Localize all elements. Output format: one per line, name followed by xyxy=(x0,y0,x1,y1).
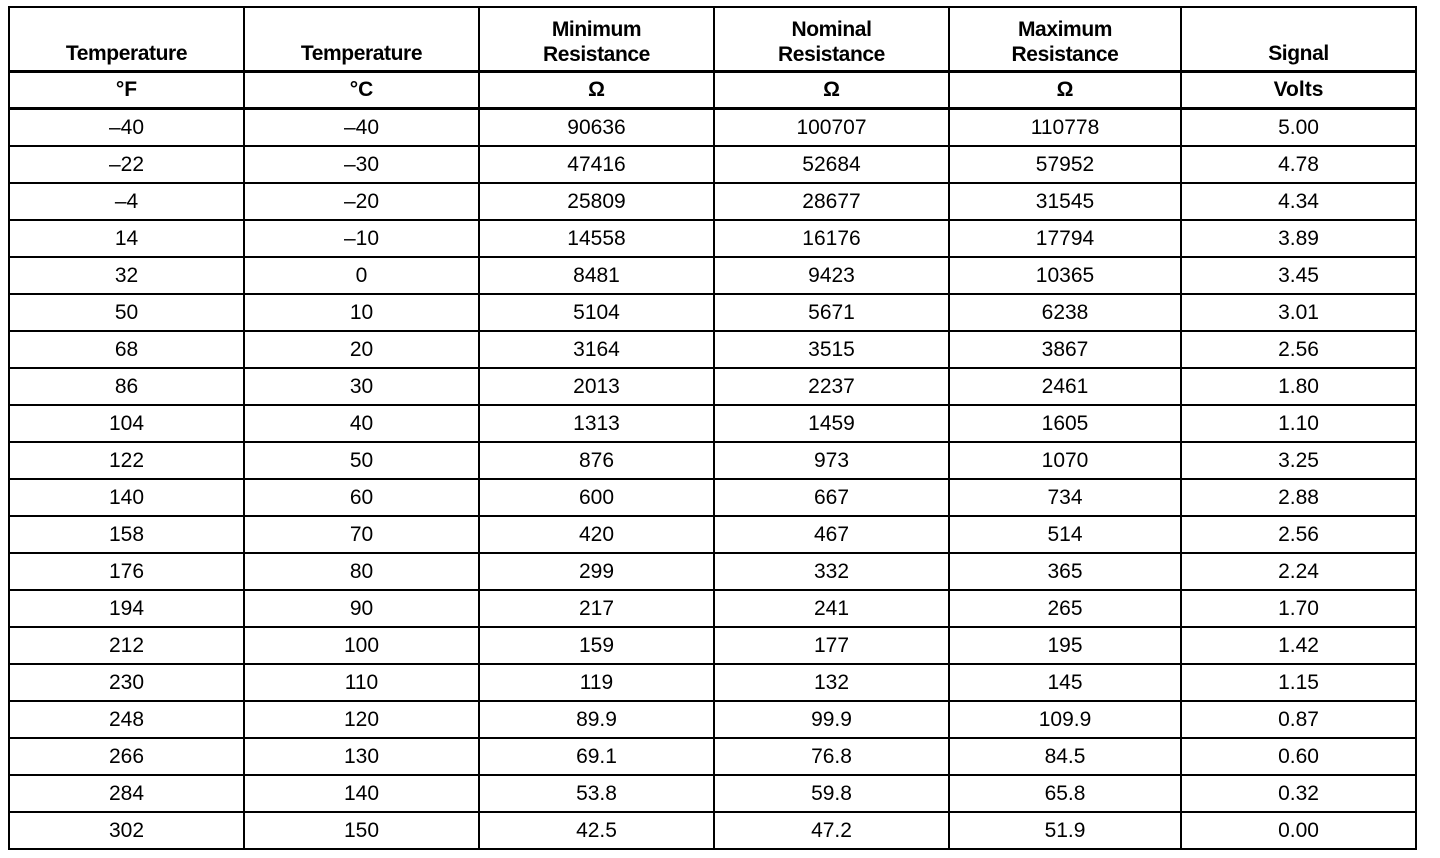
sensor-resistance-table-container xyxy=(8,6,1415,850)
cell-max-resistance: 65.8 xyxy=(949,775,1181,812)
cell-max-resistance: 1070 xyxy=(949,442,1181,479)
col-header-minimum-resistance xyxy=(479,7,714,72)
cell-temperature-f: 248 xyxy=(9,701,244,738)
unit-volts: Volts xyxy=(1181,72,1416,109)
cell-temperature-f: 140 xyxy=(9,479,244,516)
cell-nominal-resistance: 3515 xyxy=(714,331,949,368)
table-row xyxy=(9,701,1416,738)
col-header-temperature-f xyxy=(9,7,244,72)
cell-temperature-f: 86 xyxy=(9,368,244,405)
table-row xyxy=(9,109,1416,147)
cell-nominal-resistance: 28677 xyxy=(714,183,949,220)
col-header-label-line1: Nominal xyxy=(791,18,872,41)
table-row xyxy=(9,146,1416,183)
table-row xyxy=(9,590,1416,627)
cell-temperature-c: –10 xyxy=(244,220,479,257)
cell-temperature-f: –4 xyxy=(9,183,244,220)
cell-max-resistance: 57952 xyxy=(949,146,1181,183)
cell-min-resistance: 600 xyxy=(479,479,714,516)
cell-max-resistance: 17794 xyxy=(949,220,1181,257)
table-row xyxy=(9,442,1416,479)
cell-signal-volts: 2.24 xyxy=(1181,553,1416,590)
unit-ohm-max: Ω xyxy=(949,72,1181,109)
table-row xyxy=(9,627,1416,664)
unit-ohm-min: Ω xyxy=(479,72,714,109)
cell-nominal-resistance: 99.9 xyxy=(714,701,949,738)
cell-nominal-resistance: 332 xyxy=(714,553,949,590)
cell-temperature-f: 194 xyxy=(9,590,244,627)
cell-nominal-resistance: 100707 xyxy=(714,109,949,147)
cell-temperature-f: 158 xyxy=(9,516,244,553)
cell-nominal-resistance: 76.8 xyxy=(714,738,949,775)
cell-signal-volts: 1.10 xyxy=(1181,405,1416,442)
cell-temperature-c: 70 xyxy=(244,516,479,553)
cell-max-resistance: 109.9 xyxy=(949,701,1181,738)
sensor-resistance-table xyxy=(8,6,1417,850)
cell-min-resistance: 8481 xyxy=(479,257,714,294)
cell-max-resistance: 514 xyxy=(949,516,1181,553)
table-row xyxy=(9,294,1416,331)
cell-signal-volts: 4.34 xyxy=(1181,183,1416,220)
cell-min-resistance: 2013 xyxy=(479,368,714,405)
cell-temperature-f: 104 xyxy=(9,405,244,442)
col-header-maximum-resistance xyxy=(949,7,1181,72)
cell-signal-volts: 1.42 xyxy=(1181,627,1416,664)
cell-min-resistance: 159 xyxy=(479,627,714,664)
table-row xyxy=(9,553,1416,590)
cell-temperature-c: 10 xyxy=(244,294,479,331)
cell-temperature-f: 68 xyxy=(9,331,244,368)
cell-temperature-f: –40 xyxy=(9,109,244,147)
cell-signal-volts: 0.87 xyxy=(1181,701,1416,738)
cell-signal-volts: 3.25 xyxy=(1181,442,1416,479)
col-header-signal xyxy=(1181,7,1416,72)
cell-min-resistance: 90636 xyxy=(479,109,714,147)
cell-max-resistance: 734 xyxy=(949,479,1181,516)
col-header-label-line1: Maximum xyxy=(1017,18,1113,41)
col-header-label-line2: Resistance xyxy=(778,43,885,66)
cell-temperature-c: 60 xyxy=(244,479,479,516)
unit-celsius: °C xyxy=(244,72,479,109)
table-row xyxy=(9,812,1416,849)
cell-signal-volts: 1.15 xyxy=(1181,664,1416,701)
cell-min-resistance: 14558 xyxy=(479,220,714,257)
col-header-label: Temperature xyxy=(300,42,423,65)
cell-signal-volts: 2.56 xyxy=(1181,516,1416,553)
cell-nominal-resistance: 47.2 xyxy=(714,812,949,849)
cell-temperature-c: 80 xyxy=(244,553,479,590)
cell-temperature-f: 32 xyxy=(9,257,244,294)
cell-temperature-c: 90 xyxy=(244,590,479,627)
cell-max-resistance: 195 xyxy=(949,627,1181,664)
cell-max-resistance: 51.9 xyxy=(949,812,1181,849)
cell-signal-volts: 0.32 xyxy=(1181,775,1416,812)
cell-max-resistance: 365 xyxy=(949,553,1181,590)
cell-temperature-c: 130 xyxy=(244,738,479,775)
col-header-label-line2: Resistance xyxy=(543,43,650,66)
cell-min-resistance: 119 xyxy=(479,664,714,701)
cell-nominal-resistance: 467 xyxy=(714,516,949,553)
cell-signal-volts: 4.78 xyxy=(1181,146,1416,183)
cell-min-resistance: 89.9 xyxy=(479,701,714,738)
cell-nominal-resistance: 16176 xyxy=(714,220,949,257)
col-header-temperature-c xyxy=(244,7,479,72)
table-row xyxy=(9,331,1416,368)
cell-min-resistance: 876 xyxy=(479,442,714,479)
cell-temperature-c: –30 xyxy=(244,146,479,183)
cell-temperature-c: 30 xyxy=(244,368,479,405)
cell-temperature-f: 212 xyxy=(9,627,244,664)
cell-max-resistance: 6238 xyxy=(949,294,1181,331)
cell-nominal-resistance: 59.8 xyxy=(714,775,949,812)
cell-signal-volts: 2.56 xyxy=(1181,331,1416,368)
col-header-label-line2: Resistance xyxy=(1011,43,1119,66)
cell-temperature-f: –22 xyxy=(9,146,244,183)
cell-signal-volts: 0.60 xyxy=(1181,738,1416,775)
cell-signal-volts: 5.00 xyxy=(1181,109,1416,147)
cell-min-resistance: 42.5 xyxy=(479,812,714,849)
cell-signal-volts: 2.88 xyxy=(1181,479,1416,516)
cell-nominal-resistance: 1459 xyxy=(714,405,949,442)
cell-max-resistance: 110778 xyxy=(949,109,1181,147)
cell-nominal-resistance: 667 xyxy=(714,479,949,516)
cell-max-resistance: 31545 xyxy=(949,183,1181,220)
cell-temperature-f: 266 xyxy=(9,738,244,775)
table-row xyxy=(9,183,1416,220)
cell-temperature-f: 230 xyxy=(9,664,244,701)
cell-nominal-resistance: 9423 xyxy=(714,257,949,294)
header-row xyxy=(9,7,1416,72)
cell-temperature-c: 140 xyxy=(244,775,479,812)
col-header-label-line1: Minimum xyxy=(551,18,642,41)
cell-temperature-c: 40 xyxy=(244,405,479,442)
table-row xyxy=(9,368,1416,405)
table-row xyxy=(9,220,1416,257)
col-header-label: Temperature xyxy=(65,42,188,65)
cell-temperature-f: 50 xyxy=(9,294,244,331)
table-header xyxy=(9,7,1416,109)
cell-signal-volts: 3.01 xyxy=(1181,294,1416,331)
cell-min-resistance: 217 xyxy=(479,590,714,627)
cell-max-resistance: 2461 xyxy=(949,368,1181,405)
cell-signal-volts: 3.45 xyxy=(1181,257,1416,294)
cell-min-resistance: 69.1 xyxy=(479,738,714,775)
cell-temperature-c: 100 xyxy=(244,627,479,664)
cell-nominal-resistance: 241 xyxy=(714,590,949,627)
col-header-label: Signal xyxy=(1268,42,1329,65)
cell-temperature-c: –20 xyxy=(244,183,479,220)
table-row xyxy=(9,775,1416,812)
table-row xyxy=(9,257,1416,294)
cell-min-resistance: 5104 xyxy=(479,294,714,331)
cell-nominal-resistance: 132 xyxy=(714,664,949,701)
cell-max-resistance: 10365 xyxy=(949,257,1181,294)
cell-max-resistance: 3867 xyxy=(949,331,1181,368)
cell-temperature-c: 150 xyxy=(244,812,479,849)
cell-temperature-c: 110 xyxy=(244,664,479,701)
cell-min-resistance: 420 xyxy=(479,516,714,553)
cell-signal-volts: 0.00 xyxy=(1181,812,1416,849)
cell-min-resistance: 47416 xyxy=(479,146,714,183)
cell-max-resistance: 84.5 xyxy=(949,738,1181,775)
cell-max-resistance: 265 xyxy=(949,590,1181,627)
cell-temperature-f: 176 xyxy=(9,553,244,590)
cell-max-resistance: 1605 xyxy=(949,405,1181,442)
cell-signal-volts: 1.80 xyxy=(1181,368,1416,405)
units-row xyxy=(9,72,1416,109)
unit-ohm-nominal: Ω xyxy=(714,72,949,109)
cell-temperature-f: 14 xyxy=(9,220,244,257)
table-row xyxy=(9,738,1416,775)
cell-temperature-c: 0 xyxy=(244,257,479,294)
cell-temperature-f: 302 xyxy=(9,812,244,849)
unit-fahrenheit: °F xyxy=(9,72,244,109)
cell-min-resistance: 53.8 xyxy=(479,775,714,812)
cell-temperature-c: –40 xyxy=(244,109,479,147)
cell-nominal-resistance: 2237 xyxy=(714,368,949,405)
cell-nominal-resistance: 973 xyxy=(714,442,949,479)
table-row xyxy=(9,405,1416,442)
table-row xyxy=(9,664,1416,701)
table-body xyxy=(9,109,1416,850)
cell-temperature-c: 50 xyxy=(244,442,479,479)
cell-signal-volts: 1.70 xyxy=(1181,590,1416,627)
col-header-nominal-resistance xyxy=(714,7,949,72)
cell-temperature-c: 120 xyxy=(244,701,479,738)
table-row xyxy=(9,516,1416,553)
cell-nominal-resistance: 52684 xyxy=(714,146,949,183)
cell-nominal-resistance: 5671 xyxy=(714,294,949,331)
cell-temperature-c: 20 xyxy=(244,331,479,368)
cell-signal-volts: 3.89 xyxy=(1181,220,1416,257)
cell-max-resistance: 145 xyxy=(949,664,1181,701)
cell-temperature-f: 284 xyxy=(9,775,244,812)
cell-min-resistance: 1313 xyxy=(479,405,714,442)
cell-min-resistance: 25809 xyxy=(479,183,714,220)
cell-min-resistance: 3164 xyxy=(479,331,714,368)
cell-temperature-f: 122 xyxy=(9,442,244,479)
cell-nominal-resistance: 177 xyxy=(714,627,949,664)
cell-min-resistance: 299 xyxy=(479,553,714,590)
table-row xyxy=(9,479,1416,516)
